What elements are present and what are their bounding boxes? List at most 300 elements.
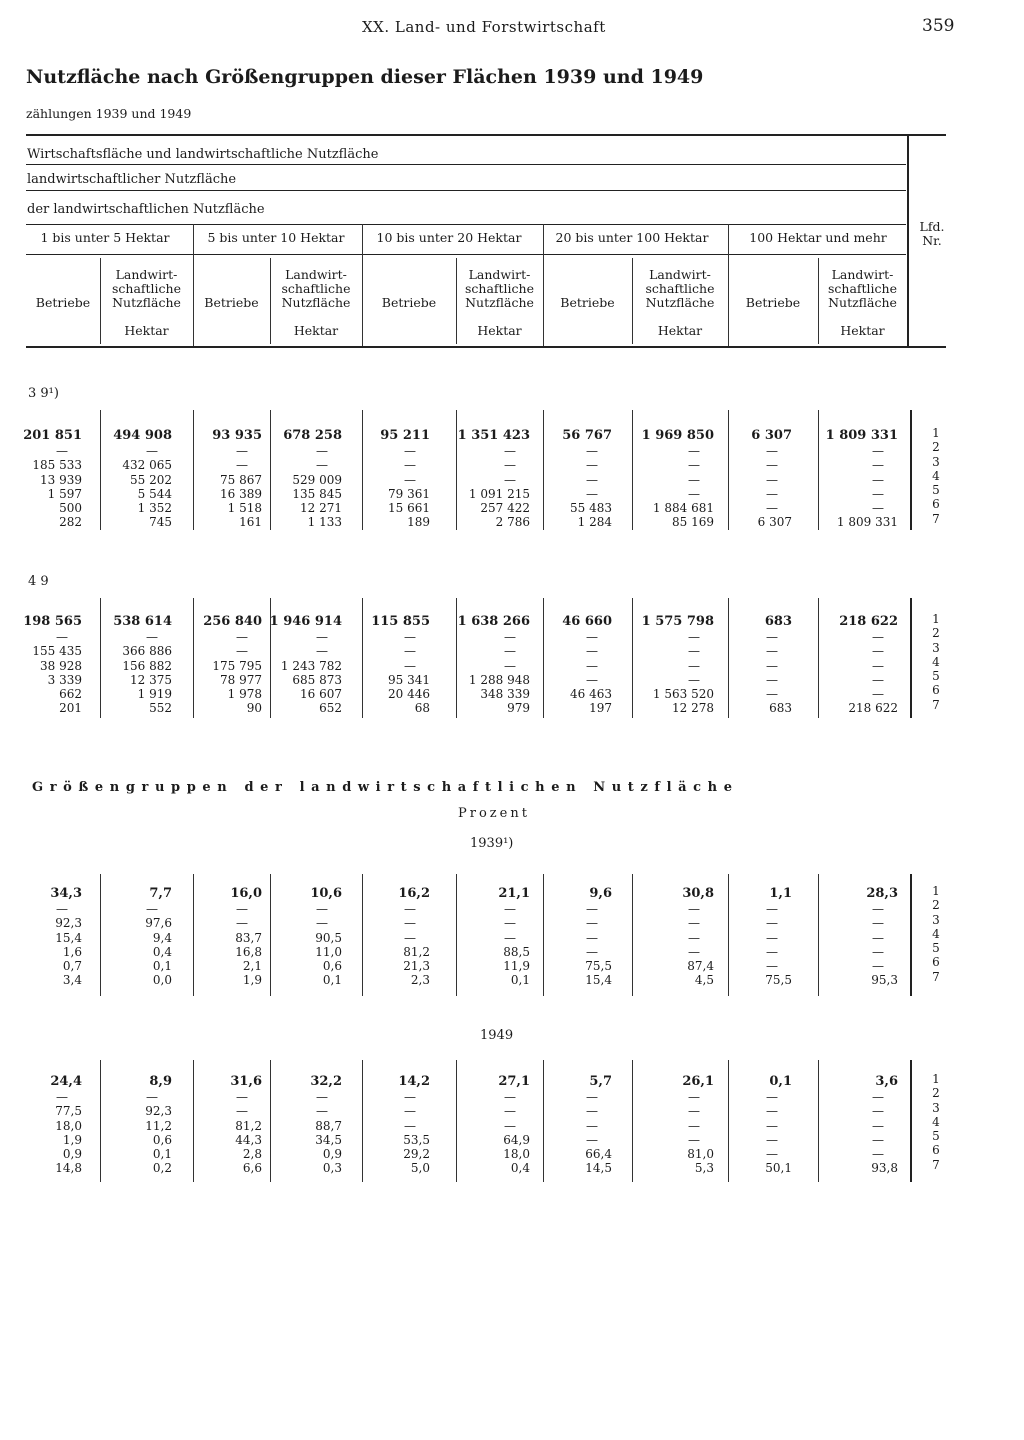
- empty-dash: —: [688, 1090, 700, 1104]
- empty-dash: —: [404, 472, 416, 487]
- row-number: 4: [932, 926, 940, 941]
- cell-value: 1 597: [47, 486, 82, 501]
- column-divider: [632, 874, 633, 996]
- betriebe-header: Betriebe: [35, 295, 91, 310]
- value-column: [330, 631, 430, 717]
- column-divider: [193, 874, 194, 996]
- cell-value: 21,3: [403, 959, 430, 974]
- column-divider: [362, 1060, 363, 1182]
- column-divider: [818, 598, 819, 718]
- column-divider: [456, 874, 457, 996]
- value-column: [512, 631, 612, 717]
- betriebe-header: Betriebe: [381, 295, 437, 310]
- empty-dash: —: [146, 630, 158, 644]
- total-value: 10,6: [310, 886, 342, 901]
- column-divider: [543, 410, 544, 530]
- column-divider: [270, 874, 271, 996]
- empty-dash: —: [872, 944, 884, 959]
- cell-value: 3,4: [62, 973, 82, 988]
- empty-dash: —: [586, 1118, 598, 1133]
- hektar-header: Hektar: [293, 323, 339, 338]
- row-number: 3: [932, 640, 940, 655]
- cell-value: 201: [59, 701, 82, 716]
- empty-dash: —: [872, 1118, 884, 1133]
- empty-dash: —: [872, 1090, 884, 1104]
- value-column: [242, 631, 342, 717]
- empty-dash: —: [56, 630, 68, 644]
- column-divider: [632, 598, 633, 718]
- cell-value: 38 928: [40, 658, 82, 673]
- empty-dash: —: [236, 1090, 248, 1104]
- cell-value: 979: [507, 701, 530, 716]
- cell-value: 18,0: [503, 1147, 530, 1162]
- cell-value: 1 288 948: [468, 672, 530, 687]
- total-value: 27,1: [498, 1074, 530, 1089]
- empty-dash: —: [766, 1132, 778, 1147]
- empty-dash: —: [504, 644, 516, 659]
- empty-dash: —: [872, 902, 884, 916]
- empty-dash: —: [586, 644, 598, 659]
- lnf-header: Landwirt- schaftliche Nutzfläche: [645, 267, 715, 310]
- value-column: [0, 445, 82, 531]
- cell-value: 1 884 681: [652, 501, 714, 516]
- empty-dash: —: [766, 1104, 778, 1119]
- cell-value: 2 786: [495, 515, 530, 530]
- empty-dash: —: [236, 1104, 248, 1119]
- total-value: 256 840: [203, 614, 262, 629]
- empty-dash: —: [586, 486, 598, 501]
- total-value: 494 908: [113, 428, 172, 443]
- empty-dash: —: [688, 472, 700, 487]
- lfd-header: Lfd. Nr.: [919, 219, 945, 248]
- cell-value: 15,4: [585, 973, 612, 988]
- empty-dash: —: [146, 1090, 158, 1104]
- row-number: 4: [932, 654, 940, 669]
- empty-dash: —: [236, 916, 248, 931]
- empty-dash: —: [586, 472, 598, 487]
- total-value: 1 575 798: [641, 614, 714, 629]
- cell-value: 1 352: [137, 501, 172, 516]
- header-row-3: der landwirtschaftlichen Nutzfläche: [27, 202, 265, 217]
- cell-value: 18,0: [55, 1118, 82, 1133]
- percent-section-title: Größengruppen der landwirtschaftlichen Nutzfläche: [32, 780, 739, 795]
- empty-dash: —: [146, 444, 158, 458]
- total-value: 30,8: [682, 886, 714, 901]
- empty-dash: —: [872, 472, 884, 487]
- empty-dash: —: [872, 644, 884, 659]
- cell-value: 4,5: [694, 973, 714, 988]
- empty-dash: —: [404, 630, 416, 644]
- hektar-header: Hektar: [840, 323, 885, 338]
- empty-dash: —: [504, 658, 516, 673]
- cell-value: 683: [769, 701, 792, 716]
- column-divider: [818, 410, 819, 530]
- cell-value: 12 278: [672, 701, 714, 716]
- cell-value: 685 873: [292, 672, 342, 687]
- header-row-1: Wirtschaftsfläche und landwirtschaftliche Nutzfläche: [27, 147, 379, 162]
- cell-value: 1,9: [62, 1132, 82, 1147]
- cell-value: 432 065: [122, 458, 172, 473]
- empty-dash: —: [586, 630, 598, 644]
- cell-value: 2,1: [242, 959, 262, 974]
- empty-dash: —: [56, 1090, 68, 1104]
- empty-dash: —: [504, 472, 516, 487]
- total-value: 56 767: [562, 428, 612, 443]
- cell-value: 81,2: [403, 944, 430, 959]
- cell-value: 9,4: [152, 930, 172, 945]
- empty-dash: —: [504, 916, 516, 931]
- column-divider: [100, 1060, 101, 1182]
- row-numbers: [916, 1072, 956, 1172]
- cell-value: 50,1: [765, 1161, 792, 1176]
- total-value: 6 307: [751, 428, 792, 443]
- hektar-header: Hektar: [657, 323, 703, 338]
- chapter-heading: XX. Land- und Forstwirtschaft: [362, 18, 606, 36]
- lfd-divider: [910, 874, 912, 996]
- total-value: 201 851: [23, 428, 82, 443]
- cell-value: 0,4: [152, 944, 172, 959]
- empty-dash: —: [316, 644, 328, 659]
- column-divider: [193, 410, 194, 530]
- lnf-header: Landwirt- schaftliche Nutzfläche: [111, 267, 181, 310]
- empty-dash: —: [316, 444, 328, 458]
- empty-dash: —: [872, 458, 884, 473]
- empty-dash: —: [766, 486, 778, 501]
- empty-dash: —: [586, 1104, 598, 1119]
- column-divider: [728, 874, 729, 996]
- empty-dash: —: [872, 916, 884, 931]
- cell-value: 5,3: [694, 1161, 714, 1176]
- cell-value: 175 795: [212, 658, 262, 673]
- cell-value: 2,8: [242, 1147, 262, 1162]
- total-value: 24,4: [50, 1074, 82, 1089]
- cell-value: 1 809 331: [836, 515, 898, 530]
- lnf-header: Landwirt- schaftliche Nutzfläche: [464, 267, 534, 310]
- row-number: 5: [932, 1129, 940, 1144]
- cell-value: 34,5: [315, 1132, 342, 1147]
- cell-value: 652: [319, 701, 342, 716]
- row-number: 7: [932, 511, 940, 526]
- cell-value: 1 091 215: [468, 486, 530, 501]
- empty-dash: —: [236, 444, 248, 458]
- row-number: 3: [932, 454, 940, 469]
- empty-dash: —: [766, 630, 778, 644]
- cell-value: 14,8: [55, 1161, 82, 1176]
- empty-dash: —: [688, 644, 700, 659]
- empty-dash: —: [766, 902, 778, 916]
- cell-value: 16 607: [300, 687, 342, 702]
- year-label-1939: 3 9¹): [28, 386, 59, 401]
- size-group-header: 1 bis unter 5 Hektar: [40, 230, 170, 245]
- column-divider: [818, 1060, 819, 1182]
- empty-dash: —: [316, 1090, 328, 1104]
- row-number: 2: [932, 626, 940, 641]
- page-number: 359: [922, 16, 955, 36]
- empty-dash: —: [872, 959, 884, 974]
- year-label-1939-percent: 1939¹): [470, 836, 514, 851]
- cell-value: 53,5: [403, 1132, 430, 1147]
- empty-dash: —: [504, 1118, 516, 1133]
- empty-dash: —: [236, 458, 248, 473]
- cell-value: 81,0: [687, 1147, 714, 1162]
- cell-value: 0,3: [322, 1161, 342, 1176]
- sub-divider: [456, 258, 457, 344]
- total-value: 14,2: [398, 1074, 430, 1089]
- total-value: 3,6: [875, 1074, 898, 1089]
- cell-value: 55 202: [130, 472, 172, 487]
- cell-value: 1 919: [137, 687, 172, 702]
- header-rule-3: [26, 224, 906, 225]
- cell-value: 1 133: [307, 515, 342, 530]
- empty-dash: —: [146, 902, 158, 916]
- cell-value: 189: [407, 515, 430, 530]
- value-column: [798, 1091, 898, 1177]
- size-group-header: 20 bis unter 100 Hektar: [555, 230, 709, 245]
- row-number: 7: [932, 969, 940, 984]
- cell-value: 44,3: [235, 1132, 262, 1147]
- empty-dash: —: [404, 916, 416, 931]
- cell-value: 79 361: [388, 486, 430, 501]
- empty-dash: —: [56, 444, 68, 458]
- lnf-header: Landwirt- schaftliche Nutzfläche: [827, 267, 897, 310]
- empty-dash: —: [688, 1104, 700, 1119]
- empty-dash: —: [766, 501, 778, 516]
- total-value: 218 622: [839, 614, 898, 629]
- empty-dash: —: [766, 644, 778, 659]
- column-divider: [543, 598, 544, 718]
- cell-value: 66,4: [585, 1147, 612, 1162]
- empty-dash: —: [688, 1118, 700, 1133]
- cell-value: 1 563 520: [652, 687, 714, 702]
- cell-value: 29,2: [403, 1147, 430, 1162]
- empty-dash: —: [404, 644, 416, 659]
- empty-dash: —: [504, 458, 516, 473]
- cell-value: 11,2: [145, 1118, 172, 1133]
- cell-value: 156 882: [122, 658, 172, 673]
- empty-dash: —: [504, 902, 516, 916]
- empty-dash: —: [688, 930, 700, 945]
- empty-dash: —: [766, 959, 778, 974]
- cell-value: 0,2: [152, 1161, 172, 1176]
- column-divider: [456, 1060, 457, 1182]
- total-value: 9,6: [589, 886, 612, 901]
- cell-value: 85 169: [672, 515, 714, 530]
- empty-dash: —: [404, 1104, 416, 1119]
- column-divider: [632, 410, 633, 530]
- row-number: 3: [932, 1100, 940, 1115]
- cell-value: 135 845: [292, 486, 342, 501]
- lfd-divider: [910, 1060, 912, 1182]
- cell-value: 75 867: [220, 472, 262, 487]
- cell-value: 13 939: [40, 472, 82, 487]
- column-divider: [456, 598, 457, 718]
- lfd-divider: [910, 410, 912, 530]
- row-number: 1: [932, 884, 940, 898]
- row-number: 4: [932, 468, 940, 483]
- total-value: 31,6: [230, 1074, 262, 1089]
- total-value: 1 809 331: [825, 428, 898, 443]
- value-column: [72, 903, 172, 989]
- cell-value: 75,5: [765, 973, 792, 988]
- size-group-header: 10 bis unter 20 Hektar: [376, 230, 522, 245]
- empty-dash: —: [688, 672, 700, 687]
- empty-dash: —: [766, 472, 778, 487]
- column-divider: [193, 1060, 194, 1182]
- empty-dash: —: [766, 1118, 778, 1133]
- cell-value: 81,2: [235, 1118, 262, 1133]
- cell-value: 0,6: [152, 1132, 172, 1147]
- table-subtitle: zählungen 1939 und 1949: [26, 106, 192, 121]
- empty-dash: —: [872, 658, 884, 673]
- cell-value: 282: [59, 515, 82, 530]
- cell-value: 14,5: [585, 1161, 612, 1176]
- column-divider: [270, 1060, 271, 1182]
- empty-dash: —: [872, 444, 884, 458]
- cell-value: 0,1: [152, 959, 172, 974]
- percent-unit-label: Prozent: [458, 806, 530, 821]
- cell-value: 155 435: [32, 644, 82, 659]
- header-rule-bottom: [26, 346, 946, 348]
- column-divider: [728, 1060, 729, 1182]
- empty-dash: —: [766, 944, 778, 959]
- sub-divider: [632, 258, 633, 344]
- cell-value: 3 339: [47, 672, 82, 687]
- total-value: 16,2: [398, 886, 430, 901]
- row-number: 2: [932, 898, 940, 913]
- row-number: 5: [932, 941, 940, 956]
- total-value: 1 638 266: [457, 614, 530, 629]
- empty-dash: —: [316, 630, 328, 644]
- empty-dash: —: [586, 902, 598, 916]
- sub-divider: [100, 258, 101, 344]
- total-value: 538 614: [113, 614, 172, 629]
- year-label-1949-percent: 1949: [480, 1028, 514, 1043]
- empty-dash: —: [766, 458, 778, 473]
- cell-value: 2,3: [410, 973, 430, 988]
- value-column: [242, 445, 342, 531]
- empty-dash: —: [404, 658, 416, 673]
- cell-value: 161: [239, 515, 262, 530]
- empty-dash: —: [688, 458, 700, 473]
- empty-dash: —: [766, 444, 778, 458]
- cell-value: 78 977: [220, 672, 262, 687]
- cell-value: 95 341: [388, 672, 430, 687]
- row-number: 6: [932, 497, 940, 512]
- total-value: 5,7: [589, 1074, 612, 1089]
- empty-dash: —: [766, 1090, 778, 1104]
- sub-divider: [818, 258, 819, 344]
- cell-value: 1,9: [242, 973, 262, 988]
- empty-dash: —: [586, 672, 598, 687]
- value-column: [72, 1091, 172, 1177]
- total-value: 683: [764, 614, 792, 629]
- cell-value: 348 339: [480, 687, 530, 702]
- value-column: [512, 1091, 612, 1177]
- empty-dash: —: [688, 630, 700, 644]
- cell-value: 95,3: [871, 973, 898, 988]
- value-column: [72, 631, 172, 717]
- total-value: 93 935: [212, 428, 262, 443]
- value-column: [692, 631, 792, 717]
- row-number: 1: [932, 426, 940, 440]
- size-group-header: 100 Hektar und mehr: [749, 230, 887, 245]
- betriebe-header: Betriebe: [560, 295, 615, 310]
- empty-dash: —: [404, 1118, 416, 1133]
- cell-value: 0,1: [322, 973, 342, 988]
- cell-value: 366 886: [122, 644, 172, 659]
- cell-value: 0,9: [62, 1147, 82, 1162]
- value-column: [512, 903, 612, 989]
- cell-value: 662: [59, 687, 82, 702]
- group-divider: [193, 224, 194, 346]
- total-value: 0,1: [769, 1074, 792, 1089]
- cell-value: 15,4: [55, 930, 82, 945]
- row-number: 6: [932, 683, 940, 698]
- header-rule-4: [26, 254, 906, 255]
- value-column: [0, 631, 82, 717]
- hektar-header: Hektar: [124, 323, 169, 338]
- cell-value: 0,0: [152, 973, 172, 988]
- empty-dash: —: [688, 486, 700, 501]
- empty-dash: —: [504, 444, 516, 458]
- empty-dash: —: [766, 916, 778, 931]
- column-divider: [362, 598, 363, 718]
- cell-value: 257 422: [480, 501, 530, 516]
- cell-value: 75,5: [585, 959, 612, 974]
- cell-value: 185 533: [32, 458, 82, 473]
- row-number: 5: [932, 669, 940, 684]
- cell-value: 1,6: [62, 944, 82, 959]
- cell-value: 552: [149, 701, 172, 716]
- column-divider: [100, 598, 101, 718]
- cell-value: 55 483: [570, 501, 612, 516]
- value-column: [72, 445, 172, 531]
- value-column: [692, 445, 792, 531]
- cell-value: 0,1: [152, 1147, 172, 1162]
- header-rule-1: [26, 164, 906, 165]
- cell-value: 5,0: [410, 1161, 430, 1176]
- empty-dash: —: [504, 1090, 516, 1104]
- empty-dash: —: [688, 944, 700, 959]
- row-number: 2: [932, 440, 940, 455]
- value-column: [798, 903, 898, 989]
- cell-value: 16 389: [220, 486, 262, 501]
- row-number: 6: [932, 1143, 940, 1158]
- cell-value: 500: [59, 501, 82, 516]
- value-column: [0, 1091, 82, 1177]
- empty-dash: —: [316, 902, 328, 916]
- empty-dash: —: [872, 1147, 884, 1162]
- cell-value: 6,6: [242, 1161, 262, 1176]
- row-number: 4: [932, 1114, 940, 1129]
- total-value: 32,2: [310, 1074, 342, 1089]
- cell-value: 0,1: [510, 973, 530, 988]
- column-divider: [456, 410, 457, 530]
- cell-value: 0,6: [322, 959, 342, 974]
- cell-value: 88,5: [503, 944, 530, 959]
- total-value: 1 969 850: [641, 428, 714, 443]
- empty-dash: —: [586, 1090, 598, 1104]
- total-value: 7,7: [149, 886, 172, 901]
- empty-dash: —: [872, 501, 884, 516]
- cell-value: 16,8: [235, 944, 262, 959]
- cell-value: 68: [414, 701, 430, 716]
- cell-value: 20 446: [388, 687, 430, 702]
- cell-value: 6 307: [757, 515, 792, 530]
- cell-value: 1 243 782: [280, 658, 342, 673]
- column-divider: [193, 598, 194, 718]
- column-divider: [632, 1060, 633, 1182]
